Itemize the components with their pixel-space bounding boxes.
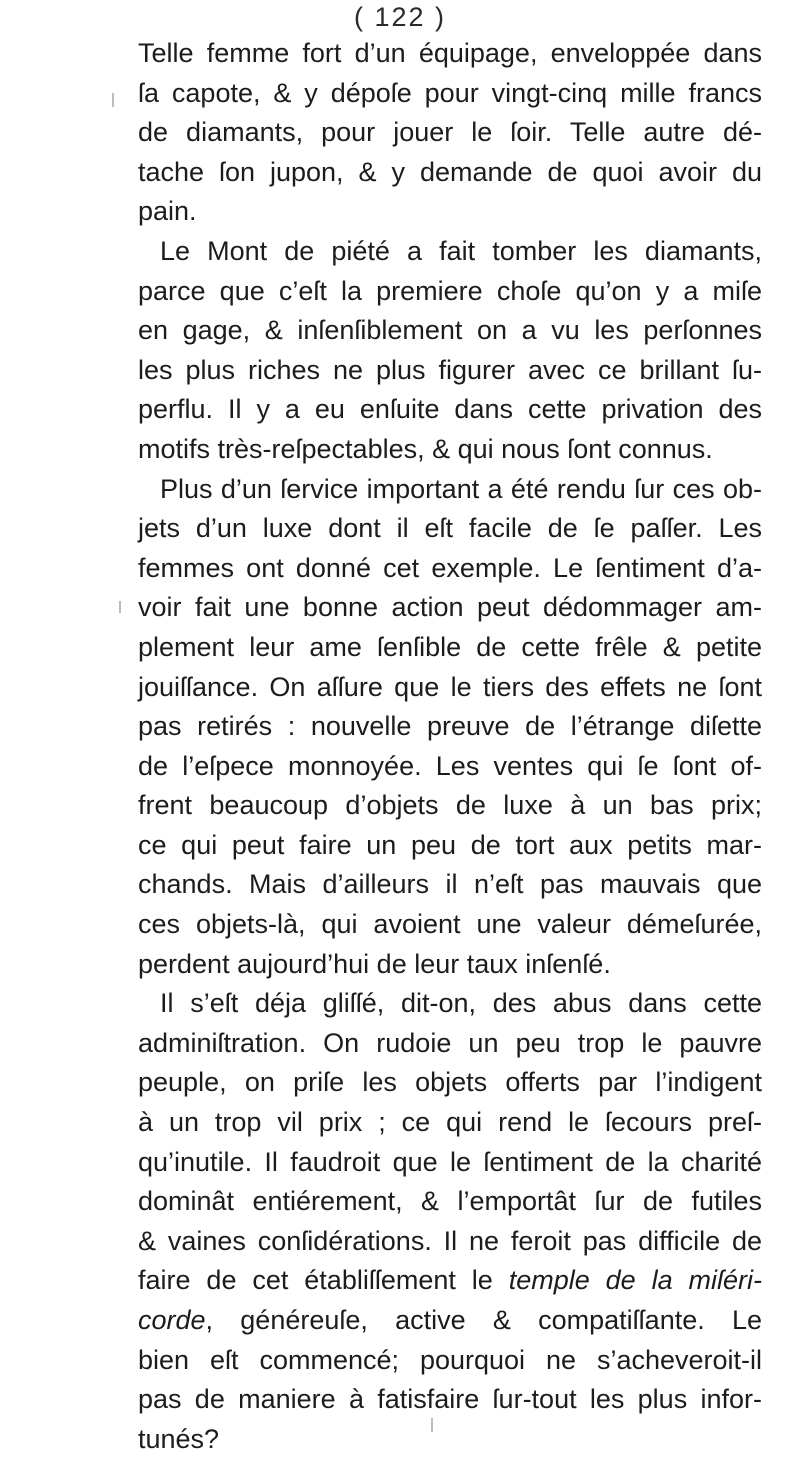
margin-mark [119,601,121,613]
text-line: perflu. Il y a eu enſuite dans cette privation des [138,394,762,425]
text-line: ces objets-là, qui avoient une valeur démeſurée, [138,909,762,940]
text-line: tache ſon jupon, & y demande de quoi avoir du [138,156,762,187]
text-run: , généreuſe, active & compatiſſante. Le [205,1305,762,1335]
text-line: motifs très-reſpectables, & qui nous ſont connus. [138,433,713,464]
text-line: peuple, on priſe les objets offerts par l’indigent [138,1067,762,1098]
text-line: Telle femme fort d’un équipage, enveloppée dans [138,38,762,68]
text-line: ce qui peut faire un peu de tort aux petits mar- [138,829,762,860]
text-line: qu’inutile. Il faudroit que le ſentiment de la charité [138,1146,762,1177]
text-line: à un trop vil prix ; ce qui rend le ſecours preſ- [138,1107,762,1138]
italic-phrase: temple de la miſéri- [508,1265,762,1296]
text-line: tunés? [138,1423,220,1454]
text-line [138,1261,762,1301]
text-line: de l’eſpece monnoyée. Les ventes qui ſe ſont of- [138,750,762,781]
text-line: pain. [138,196,197,227]
text-line [138,1301,762,1341]
body-text [138,34,762,1459]
page-number: ( 122 ) [353,2,447,32]
text-line: pas retirés : nouvelle preuve de l’étrange diſette [138,711,762,742]
text-line: & vaines conſidérations. Il ne feroit pas difficile de [138,1225,762,1256]
text-line: chands. Mais d’ailleurs il n’eſt pas mauvais que [138,869,762,900]
text-line: frent beaucoup d’objets de luxe à un bas prix; [138,790,762,821]
text-line: voir fait une bonne action peut dédommager am- [138,592,762,623]
italic-phrase: corde [138,1305,206,1335]
text-line: Le Mont de piété a fait tomber les diamants, [160,235,762,266]
text-line: Plus d’un ſervice important a été rendu ſur ces ob- [160,473,762,504]
text-line: dominât entiérement, & l’emportât ſur de futiles [138,1186,762,1217]
margin-mark [431,1418,433,1432]
text-line: de diamants, pour jouer le ſoir. Telle autre dé- [138,117,762,148]
text-line: jouiſſance. On aſſure que le tiers des effets ne ſont [138,671,762,702]
text-line: adminiſtration. On rudoie un peu trop le pauvre [138,1027,762,1058]
text-line: plement leur ame ſenſible de cette frêle & petite [138,631,762,662]
text-line: jets d’un luxe dont il eſt facile de ſe paſſer. Les [138,513,762,544]
text-line: les plus riches ne plus figurer avec ce brillant ſu- [138,354,762,385]
text-line: en gage, & inſenſiblement on a vu les perſonnes [138,315,762,346]
margin-mark [112,93,114,107]
text-line: ſa capote, & y dépoſe pour vingt-cinq mille francs [138,77,762,108]
text-line: perdent aujourd’hui de leur taux inſenſé. [138,948,611,979]
text-line: Il s’eſt déja gliſſé, dit-on, des abus dans cette [160,988,762,1019]
text-line: femmes ont donné cet exemple. Le ſentiment d’a- [138,552,762,583]
text-line: pas de maniere à fatisfaire ſur-tout les plus infor- [138,1384,762,1415]
text-run: faire de cet établiſſement le [138,1265,509,1296]
text-line: parce que c’eſt la premiere choſe qu’on y a miſe [138,275,762,306]
text-line: bien eſt commencé; pourquoi ne s’acheveroit-il [138,1344,762,1375]
